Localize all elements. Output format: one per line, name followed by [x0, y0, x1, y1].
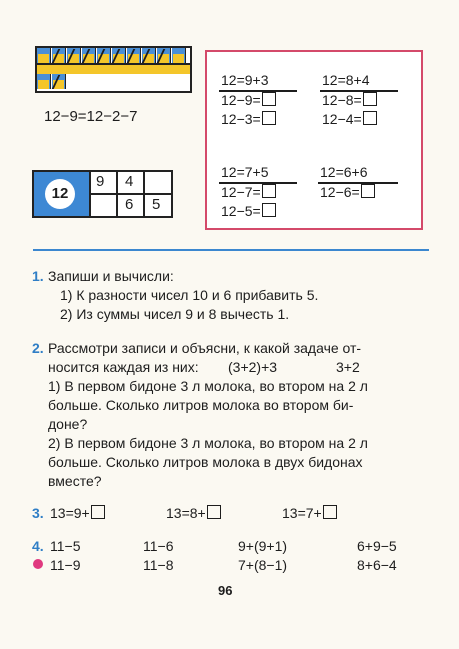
eq: 12=9+3	[221, 72, 269, 88]
task-text: 1) К разности чисел 10 и 6 прибавить 5.	[60, 287, 319, 303]
grid-cell: 5	[152, 196, 161, 213]
task-number: 2.	[32, 340, 44, 356]
expr: 9+(9+1)	[238, 538, 288, 554]
eq: 12−4=	[322, 111, 377, 128]
equation-box	[205, 50, 423, 230]
grid-cell: 4	[125, 173, 134, 190]
expr: 8+6−4	[357, 557, 397, 573]
task-text: (3+2)+3	[228, 359, 278, 375]
task-text: Рассмотри записи и объясни, к какой задаче от-	[48, 340, 362, 356]
task-number: 1.	[32, 268, 44, 284]
eq: 12−8=	[322, 92, 377, 109]
task-text: 3+2	[336, 359, 360, 375]
strip-row-top	[37, 48, 190, 65]
expr: 11−6	[143, 538, 174, 554]
eq: 13=9+	[50, 505, 105, 522]
expr: 11−8	[143, 557, 174, 573]
eq: 12=8+4	[322, 72, 370, 88]
page-number: 96	[218, 583, 233, 598]
task-text: доне?	[48, 416, 88, 432]
expr: 7+(8−1)	[238, 557, 288, 573]
task-text: Запиши и вычисли:	[48, 268, 174, 284]
grid-cell: 9	[96, 173, 105, 190]
eq: 12=7+5	[221, 164, 269, 180]
eq: 12−3=	[221, 111, 276, 128]
task-text: 2) В первом бидоне 3 л молока, во втором на 2 л	[48, 435, 368, 451]
expr: 11−5	[50, 538, 81, 554]
task-text: больше. Сколько литров молока во втором би-	[48, 397, 354, 413]
task-text: носится каждая из них:	[48, 359, 199, 375]
task-text: 1) В первом бидоне 3 л молока, во втором на 2 л	[48, 378, 368, 394]
grid-cell: 6	[125, 196, 134, 213]
eq: 13=7+	[282, 505, 337, 522]
eq: 12−5=	[221, 203, 276, 220]
eq: 12−6=	[320, 184, 375, 201]
eq: 13=8+	[166, 505, 221, 522]
divider	[33, 249, 429, 251]
strip-row-bottom	[37, 74, 190, 89]
task-text: вместе?	[48, 473, 102, 489]
top-equation: 12−9=12−2−7	[44, 108, 138, 125]
pink-dot-marker	[33, 559, 43, 569]
task-text: 2) Из суммы чисел 9 и 8 вычесть 1.	[60, 306, 290, 322]
task-number: 3.	[32, 505, 44, 521]
task-number: 4.	[32, 538, 44, 554]
expr: 6+9−5	[357, 538, 397, 554]
number-grid-12	[32, 170, 173, 218]
grid-label: 12	[45, 179, 75, 209]
counting-strip	[35, 46, 192, 93]
task-text: больше. Сколько литров молока в двух бидонах	[48, 454, 363, 470]
eq: 12=6+6	[320, 164, 368, 180]
expr: 11−9	[50, 557, 81, 573]
eq: 12−7=	[221, 184, 276, 201]
eq: 12−9=	[221, 92, 276, 109]
